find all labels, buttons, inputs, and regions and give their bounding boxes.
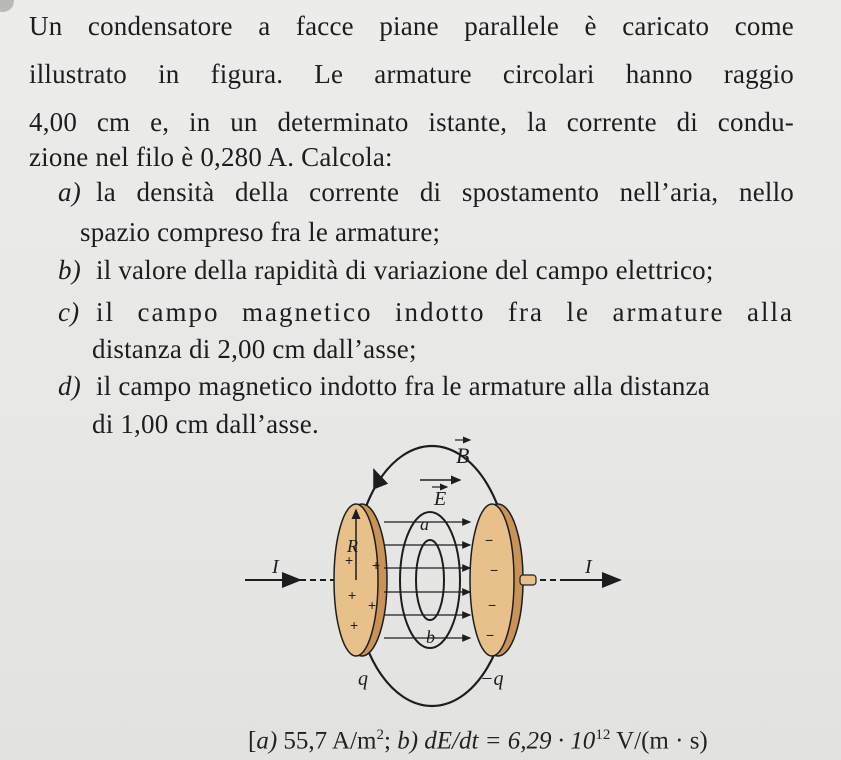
electric-field-lines: [384, 522, 470, 638]
answer-b-value: dE/dt = 6,29 · 10: [418, 727, 596, 755]
label-B: B: [456, 443, 470, 468]
intro-line-4: zione nel filo è 0,280 A. Calcola:: [29, 142, 393, 172]
item-a-line-1: la densità della corrente di spostamento nell’aria, nello: [96, 177, 794, 207]
plus-sign-1: +: [345, 552, 354, 568]
plus-sign-3: +: [348, 587, 357, 603]
label-q: q: [358, 668, 368, 690]
item-b-line-1: il valore della rapidità di variazione del campo elettrico;: [96, 255, 714, 285]
label-minus-q: −q: [480, 668, 504, 690]
item-d-line-1: il campo magnetico indotto fra le armature alla distanza: [96, 371, 710, 401]
left-plate: [334, 504, 387, 656]
intro-line-3: 4,00 cm e, in un determinato istante, la corrente di condu-: [29, 107, 794, 137]
label-R: R: [347, 536, 358, 556]
intro-line-2: illustrato in figura. Le armature circolari hanno raggio: [29, 59, 794, 89]
item-c-line-1: il campo magnetico indotto fra le armature alla: [96, 297, 794, 327]
answer-b-label: b): [397, 727, 419, 755]
item-b-label: b): [58, 255, 81, 285]
label-E: E: [434, 488, 447, 510]
label-b: b: [426, 627, 435, 647]
plus-sign-4: +: [368, 597, 377, 613]
plus-sign-5: +: [350, 617, 359, 633]
answer-b-exponent: 12: [595, 727, 611, 743]
minus-sign-2: −: [490, 562, 499, 578]
answer-separator: ;: [383, 727, 398, 755]
answer-line: [248, 727, 708, 755]
answer-a-label: a): [256, 727, 278, 755]
loop-direction-arrow-icon: [374, 470, 378, 480]
minus-sign-3: −: [488, 597, 497, 613]
answer-a-value: 55,7 A/m: [277, 727, 377, 755]
label-I-left: I: [272, 556, 279, 578]
minus-sign-1: −: [485, 532, 494, 548]
answer-open-bracket: [: [248, 727, 257, 755]
intro-line-1: Un condensatore a facce piane parallele è caricato come: [29, 11, 794, 41]
minus-sign-4: −: [486, 627, 495, 643]
item-d-line-2: di 1,00 cm dall’asse.: [92, 409, 319, 439]
item-c-label: c): [58, 297, 80, 327]
answer-a-exponent: 2: [376, 727, 384, 743]
right-plate: [470, 504, 523, 656]
item-c-line-2: distanza di 2,00 cm dall’asse;: [92, 334, 417, 364]
item-a-line-2: spazio compreso fra le armature;: [80, 217, 441, 247]
label-I-right: I: [585, 556, 592, 578]
right-wire-connector: [520, 575, 536, 585]
item-a-label: a): [58, 177, 81, 207]
item-d-label: d): [58, 371, 81, 401]
label-a: a: [420, 514, 429, 534]
loop-b: [416, 540, 444, 620]
plus-sign-2: +: [372, 557, 381, 573]
answer-b-unit: V/(m · s): [610, 727, 708, 755]
